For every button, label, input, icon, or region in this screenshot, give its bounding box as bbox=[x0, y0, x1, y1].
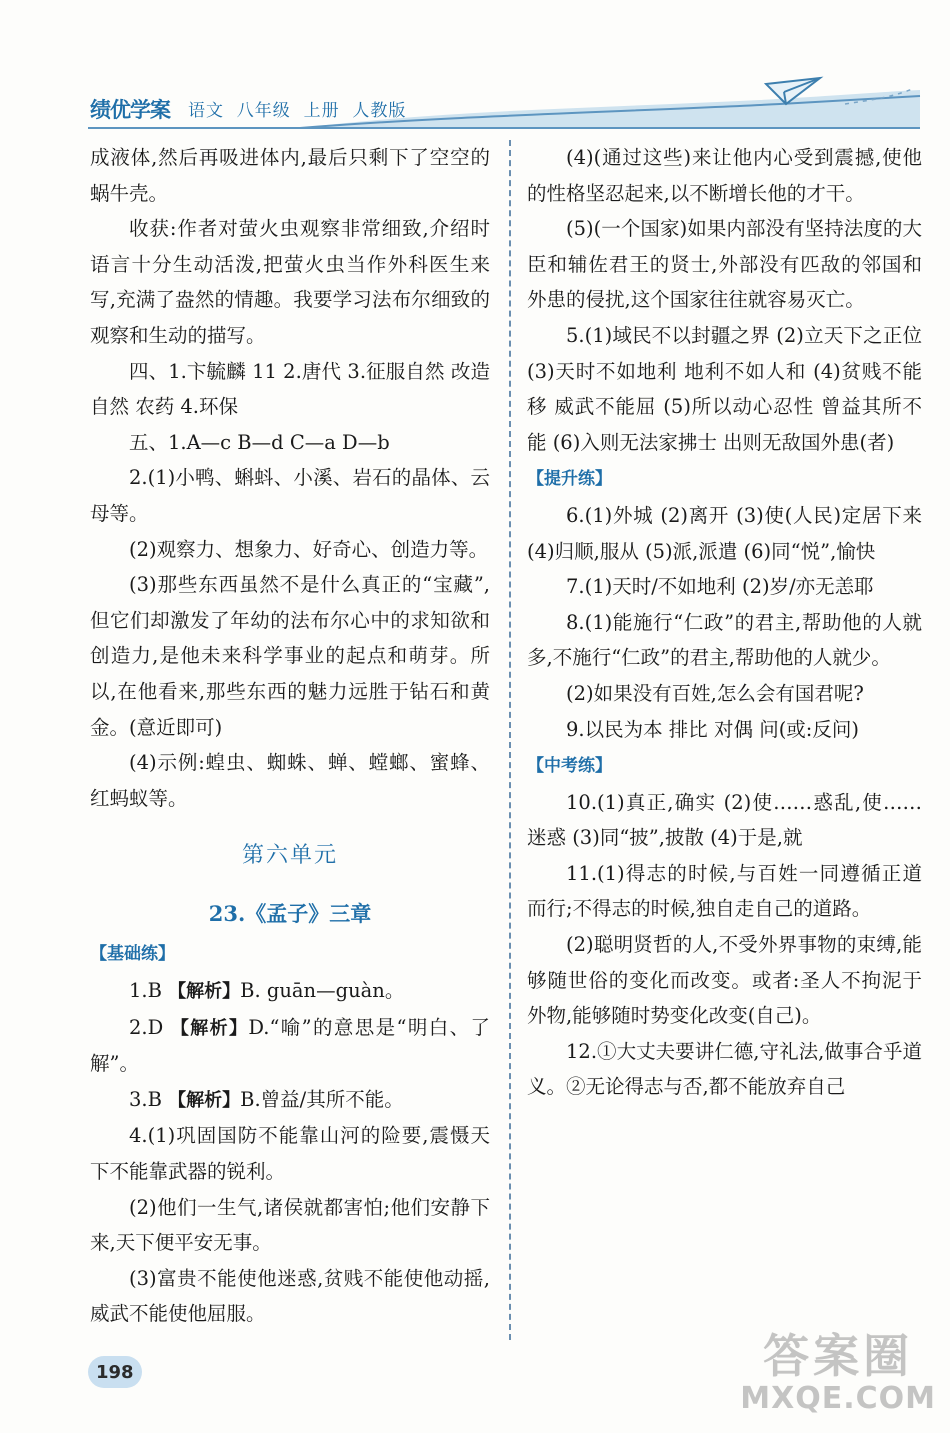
page-header bbox=[0, 0, 950, 135]
paragraph: 4.(1)巩固国防不能靠山河的险要,震慑天下不能靠武器的锐利。 bbox=[90, 1124, 490, 1184]
paragraph: 9.以民为本 排比 对偶 问(或:反问) bbox=[566, 717, 859, 741]
paragraph: (2)他们一生气,诸侯就都害怕;他们安静下来,天下便平安无事。 bbox=[90, 1195, 490, 1255]
book-info: 语文 八年级 上册 人教版 bbox=[188, 101, 407, 121]
answer-item: 2.D 【解析】D.“喻”的意思是“明白、了解”。 bbox=[90, 1015, 490, 1076]
paragraph: 四、1.卞毓麟 11 2.唐代 3.征服自然 改造自然 农药 4.环保 bbox=[90, 359, 490, 419]
paragraph: 10.(1)真正,确实 (2)使……惑乱,使……迷惑 (3)同“披”,披散 (4)于是,就 bbox=[527, 790, 922, 850]
paragraph: 5.(1)域民不以封疆之界 (2)立天下之正位 (3)天时不如地利 地利不如人和 (4)贫贱不能移 威武不能屈 (5)所以动心忍性 曾益其所不能 (6)入则无法家拂士 出则无敌国外患(者) bbox=[527, 323, 922, 454]
paragraph: 7.(1)天时/不如地利 (2)岁/亦无恙耶 bbox=[566, 575, 874, 599]
unit-title: 第六单元 bbox=[241, 843, 338, 869]
paragraph: 成液体,然后再吸进体内,最后只剩下了空空的蜗牛壳。 bbox=[90, 146, 490, 205]
section-tag-improve: 【提升练】 bbox=[527, 469, 612, 490]
paragraph: (4)(通过这些)来让他内心受到震撼,使他的性格坚忍起来,以不断增长他的才干。 bbox=[527, 146, 922, 205]
right-column bbox=[527, 140, 922, 1105]
paragraph: 11.(1)得志的时候,与百姓一同遵循正道而行;不得志的时候,独自走自己的道路。 bbox=[527, 861, 922, 921]
paragraph: (2)观察力、想象力、好奇心、创造力等。 bbox=[129, 537, 489, 561]
paper-plane-icon bbox=[764, 74, 824, 110]
paragraph: (2)聪明贤哲的人,不受外界事物的束缚,能够随世俗的变化而改变。或者:圣人不拘泥于外物,能够随时势变化改变(自己)。 bbox=[527, 933, 922, 1028]
paragraph: (5)(一个国家)如果内部没有坚持法度的大臣和辅佐君王的贤士,外部没有匹敌的邻国和外患的侵扰,这个国家往往就容易灭亡。 bbox=[527, 217, 922, 312]
section-tag-basic: 【基础练】 bbox=[90, 944, 175, 965]
paragraph: 12.①大丈夫要讲仁德,守礼法,做事合乎道义。②无论得志与否,都不能放弃自己 bbox=[527, 1039, 922, 1099]
paragraph: (4)示例:蝗虫、蜘蛛、蝉、螳螂、蜜蜂、红蚂蚁等。 bbox=[90, 751, 490, 810]
site-watermark: 答案圈 MXQE.COM bbox=[740, 1329, 936, 1416]
column-divider bbox=[509, 140, 511, 1340]
paragraph: 五、1.A—c B—d C—a D—b bbox=[129, 430, 390, 454]
paragraph: 6.(1)外城 (2)离开 (3)使(人民)定居下来 (4)归顺,服从 (5)派,派遣 (6)同“悦”,愉快 bbox=[527, 503, 922, 563]
brand-logo: 绩优学案 bbox=[90, 98, 170, 122]
answer-item: 1.B 【解析】B. guān—guàn。 bbox=[129, 979, 405, 1003]
paragraph: 2.(1)小鸭、蝌蚪、小溪、岩石的晶体、云母等。 bbox=[90, 466, 490, 525]
left-column bbox=[90, 140, 490, 1332]
answer-item: 3.B 【解析】B.曾益/其所不能。 bbox=[129, 1087, 404, 1111]
paragraph: (3)那些东西虽然不是什么真正的“宝藏”,但它们却激发了年幼的法布尔心中的求知欲和创造力,是他未来科学事业的起点和萌芽。所以,在他看来,那些东西的魅力远胜于钻石和黄金。(意近即可) bbox=[90, 573, 490, 739]
paragraph: (3)富贵不能使他迷惑,贫贱不能使他动摇,威武不能使他屈服。 bbox=[90, 1266, 490, 1326]
page-number: 198 bbox=[96, 1362, 134, 1383]
paragraph: 收获:作者对萤火虫观察非常细致,介绍时语言十分生动活泼,把萤火虫当作外科医生来写,充满了盎然的情趣。我要学习法布尔细致的观察和生动的描写。 bbox=[90, 217, 490, 347]
paragraph: 8.(1)能施行“仁政”的君主,帮助他的人就多,不施行“仁政”的君主,帮助他的人就少。 bbox=[527, 610, 922, 670]
paragraph: (2)如果没有百姓,怎么会有国君呢? bbox=[566, 681, 864, 705]
lesson-title: 23.《孟子》三章 bbox=[208, 900, 372, 926]
section-tag-exam: 【中考练】 bbox=[527, 756, 612, 777]
